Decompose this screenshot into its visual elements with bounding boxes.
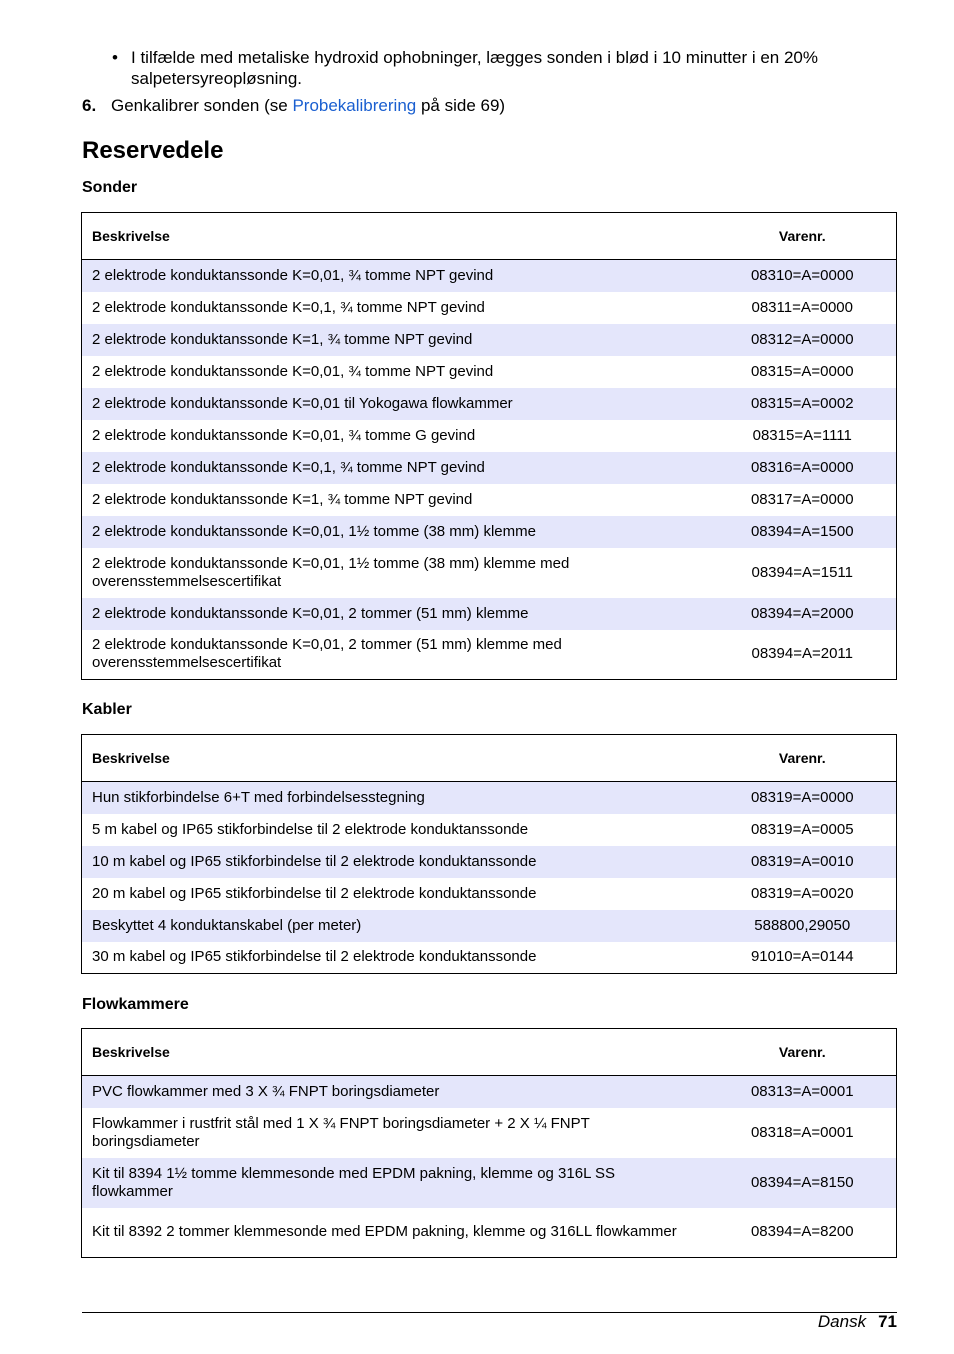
part-number: 08312=A=0000 [709,324,897,356]
table-row [82,324,897,356]
part-description: Hun stikforbindelse 6+T med forbindelsesstegning [82,782,709,814]
part-description: 2 elektrode konduktanssonde K=0,01, ¾ tomme NPT gevind [92,362,494,380]
part-description: 10 m kabel og IP65 stikforbindelse til 2 elektrode konduktanssonde [82,846,709,878]
part-number: 588800,29050 [709,910,897,942]
footer-language: Dansk [817,1312,867,1331]
part-number: 08394=A=1500 [709,516,897,548]
header-description: Beskrivelse [82,1029,709,1076]
table-row [82,1208,897,1258]
part-description: 2 elektrode konduktanssonde K=0,01, 2 tommer (51 mm) klemme med overensstemmelsescertifikat [92,636,562,672]
parts-table-sonder [81,212,897,680]
table-header-row [82,735,897,782]
part-description: 2 elektrode konduktanssonde K=0,01, 1½ tomme (38 mm) klemme med overensstemmelsescertifikat [92,554,570,590]
part-number: 08315=A=0002 [709,388,897,420]
part-number: 08316=A=0000 [709,452,897,484]
part-description: 2 elektrode konduktanssonde K=1, ¾ tomme NPT gevind [82,324,709,356]
bullet-marker: • [112,48,118,67]
table-header-row [82,1029,897,1076]
bullet-text-line1: I tilfælde med metaliske hydroxid ophobninger, lægges sonden i blød i 10 minutter i en 20% [131,48,818,67]
part-number: 08317=A=0000 [750,490,854,508]
table-row [82,260,897,292]
part-number: 08315=A=1111 [752,426,852,444]
part-number: 08394=A=2011 [751,645,853,663]
step-text-before: Genkalibrer sonden (se [111,96,293,115]
table-row [82,452,897,484]
table-row [82,1108,897,1158]
part-number: 08311=A=0000 [751,298,853,316]
table-row [82,1076,897,1108]
table-row [82,942,897,974]
table-row [82,630,897,680]
table-body [82,782,897,974]
part-number: 08319=A=0005 [750,820,854,838]
table-row [82,292,897,324]
header-description: Beskrivelse [82,735,709,782]
part-description: 2 elektrode konduktanssonde K=1, ¾ tomme NPT gevind [92,490,473,508]
part-description: 2 elektrode konduktanssonde K=0,01 til Yokogawa flowkammer [82,388,709,420]
part-number: 08394=A=8200 [750,1223,854,1241]
part-number: 08319=A=0010 [709,846,897,878]
table-row [82,516,897,548]
part-number: 08319=A=0000 [709,782,897,814]
probe-calibration-link[interactable]: Probekalibrering [292,96,417,115]
part-number: 08313=A=0001 [709,1076,897,1108]
part-description: 20 m kabel og IP65 stikforbindelse til 2 elektrode konduktanssonde [92,884,537,902]
part-description: Beskyttet 4 konduktanskabel (per meter) [82,910,709,942]
table-row [82,878,897,910]
header-part-number: Varenr. [709,213,897,260]
parts-table-flowkammere [81,1028,897,1258]
parts-table-kabler [81,734,897,974]
part-description: Flowkammer i rustfrit stål med 1 X ¾ FNPT boringsdiameter + 2 X ¼ FNPT boringsdiameter [92,1114,590,1150]
part-number: 08319=A=0020 [750,884,854,902]
table-row [82,356,897,388]
header-part-number: Varenr. [709,1029,897,1076]
part-number: 08394=A=2000 [709,598,897,630]
table-row [82,388,897,420]
section-heading-flowkammere: Flowkammere [82,996,189,1013]
part-number: 08318=A=0001 [750,1123,854,1141]
header-description: Beskrivelse [82,213,709,260]
part-description: PVC flowkammer med 3 X ¾ FNPT boringsdiameter [82,1076,709,1108]
page-title: Reservedele [82,137,224,164]
part-description: 5 m kabel og IP65 stikforbindelse til 2 elektrode konduktanssonde [92,820,529,838]
table-row [82,910,897,942]
part-description: 2 elektrode konduktanssonde K=0,01, 1½ tomme (38 mm) klemme [82,516,709,548]
part-number: 08310=A=0000 [709,260,897,292]
part-description: 2 elektrode konduktanssonde K=0,01, ¾ tomme G gevind [92,426,476,444]
section-heading-sonder: Sonder [82,179,138,196]
part-number: 08394=A=8150 [709,1158,897,1208]
table-row [82,548,897,598]
step-text-after: på side 69) [416,96,506,115]
bullet-text-line2: salpetersyreopløsning. [131,69,303,88]
part-number: 08394=A=1511 [751,563,853,581]
section-heading-kabler: Kabler [82,701,132,718]
table-row [82,1158,897,1208]
header-part-number: Varenr. [709,735,897,782]
table-row [82,846,897,878]
step-number: 6. [82,96,97,115]
table-row [82,484,897,516]
step-text [111,95,505,116]
part-description: 2 elektrode konduktanssonde K=0,01, 2 tommer (51 mm) klemme [82,598,709,630]
part-number: 08315=A=0000 [750,362,854,380]
part-number: 91010=A=0144 [750,948,854,966]
footer-divider [82,1312,897,1313]
table-row [82,814,897,846]
page-number: 71 [878,1312,897,1331]
table-row [82,598,897,630]
part-description: 30 m kabel og IP65 stikforbindelse til 2 elektrode konduktanssonde [92,948,537,966]
part-description: 2 elektrode konduktanssonde K=0,1, ¾ tomme NPT gevind [92,298,485,316]
part-description: 2 elektrode konduktanssonde K=0,01, ¾ tomme NPT gevind [82,260,709,292]
table-body [82,260,897,680]
table-row [82,420,897,452]
part-description: Kit til 8392 2 tommer klemmesonde med EPDM pakning, klemme og 316LL flowkammer [92,1223,677,1241]
part-description: 2 elektrode konduktanssonde K=0,1, ¾ tomme NPT gevind [82,452,709,484]
table-body [82,1076,897,1258]
table-row [82,782,897,814]
part-description: Kit til 8394 1½ tomme klemmesonde med EPDM pakning, klemme og 316L SS flowkammer [82,1158,709,1208]
page-footer [818,1312,897,1332]
table-header-row [82,213,897,260]
